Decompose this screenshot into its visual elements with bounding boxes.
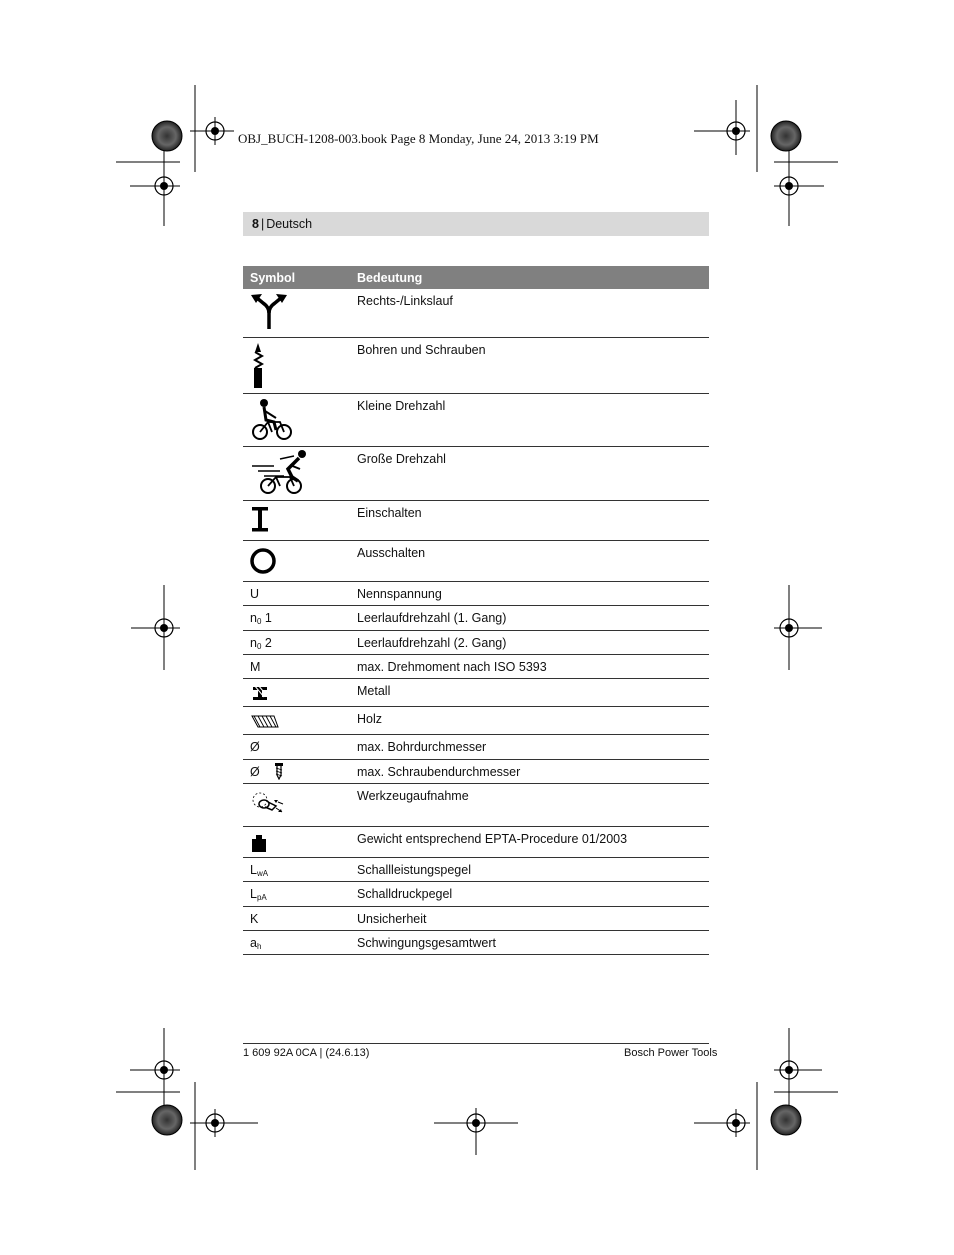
symbol-cell: [243, 446, 350, 500]
power-off-icon: [250, 541, 280, 577]
symbol-column-header: Symbol: [243, 266, 350, 289]
footer-brand: Bosch Power Tools: [624, 1047, 718, 1059]
symbol-cell: [243, 393, 350, 446]
table-row: [243, 734, 709, 759]
symbol-cell: [243, 826, 350, 857]
table-row: [243, 654, 709, 678]
forward-reverse-arrows-icon: [250, 289, 290, 333]
meaning-cell: Nennspannung: [350, 581, 709, 605]
table-row: [243, 393, 709, 446]
meaning-cell: max. Schraubendurchmesser: [350, 759, 709, 783]
page-header-bar: [243, 212, 709, 236]
table-row: [243, 881, 709, 906]
table-row: [243, 630, 709, 654]
screw-icon: [272, 762, 286, 780]
symbol-cell: $a_h$: [243, 930, 350, 954]
symbol-cell: $L_{wA}$: [243, 857, 350, 881]
meaning-cell: Leerlaufdrehzahl (1. Gang): [350, 605, 709, 630]
meaning-cell: Schwingungsgesamtwert: [350, 930, 709, 954]
tool-holder-icon: [250, 784, 290, 824]
symbol-cell: $L_{pA}$: [243, 881, 350, 906]
meaning-cell: max. Drehmoment nach ISO 5393: [350, 654, 709, 678]
symbol-cell: Ø: [243, 734, 350, 759]
symbol-cell: [243, 706, 350, 734]
symbol-table: [243, 266, 709, 955]
table-row: [243, 540, 709, 581]
symbol-cell: $n_0$ 1: [243, 605, 350, 630]
symbol-cell: [243, 289, 350, 337]
table-row: [243, 605, 709, 630]
symbol-cell: [243, 678, 350, 706]
weight-icon: [250, 827, 274, 855]
meaning-cell: Werkzeugaufnahme: [350, 783, 709, 826]
wood-icon: [250, 707, 282, 733]
table-row: [243, 678, 709, 706]
table-row: [243, 706, 709, 734]
meaning-cell: Holz: [350, 706, 709, 734]
table-row: [243, 581, 709, 605]
symbol-cell: Ø: [243, 759, 350, 783]
meaning-cell: Rechts-/Linkslauf: [350, 289, 709, 337]
table-row: [243, 759, 709, 783]
meaning-column-header: Bedeutung: [350, 266, 709, 289]
metal-icon: [250, 679, 274, 705]
meaning-cell: Ausschalten: [350, 540, 709, 581]
meaning-cell: max. Bohrdurchmesser: [350, 734, 709, 759]
table-header-row: [243, 266, 709, 289]
table-row: [243, 783, 709, 826]
table-row: [243, 906, 709, 930]
symbol-cell: M: [243, 654, 350, 678]
symbol-cell: [243, 337, 350, 393]
meaning-cell: Unsicherheit: [350, 906, 709, 930]
symbol-cell: U: [243, 581, 350, 605]
table-row: [243, 446, 709, 500]
symbol-cell: $n_0$ 2: [243, 630, 350, 654]
section-title: Deutsch: [266, 217, 313, 231]
table-row: [243, 826, 709, 857]
table-row: [243, 857, 709, 881]
meaning-cell: Bohren und Schrauben: [350, 337, 709, 393]
footer-doc-number: 1 609 92A 0CA | (24.6.13): [243, 1047, 370, 1059]
drill-bit-icon: [250, 338, 270, 390]
meaning-cell: Gewicht entsprechend EPTA-Procedure 01/2003: [350, 826, 709, 857]
slow-cyclist-icon: [250, 394, 296, 444]
symbol-cell: [243, 783, 350, 826]
table-row: [243, 337, 709, 393]
meaning-cell: Metall: [350, 678, 709, 706]
fast-cyclist-icon: [250, 447, 312, 497]
meaning-cell: Schalldruckpegel: [350, 881, 709, 906]
meaning-cell: Kleine Drehzahl: [350, 393, 709, 446]
symbol-cell: K: [243, 906, 350, 930]
power-on-icon: [250, 501, 274, 535]
print-header: OBJ_BUCH-1208-003.book Page 8 Monday, June 24, 2013 3:19 PM: [238, 131, 599, 146]
meaning-cell: Leerlaufdrehzahl (2. Gang): [350, 630, 709, 654]
table-row: [243, 930, 709, 954]
footer-rule: [243, 1043, 709, 1044]
table-row: [243, 289, 709, 337]
page-bar-separator: |: [260, 217, 265, 231]
table-row: [243, 500, 709, 540]
meaning-cell: Einschalten: [350, 500, 709, 540]
meaning-cell: Schallleistungspegel: [350, 857, 709, 881]
symbol-cell: [243, 540, 350, 581]
page-number: 8: [252, 217, 259, 231]
meaning-cell: Große Drehzahl: [350, 446, 709, 500]
symbol-cell: [243, 500, 350, 540]
